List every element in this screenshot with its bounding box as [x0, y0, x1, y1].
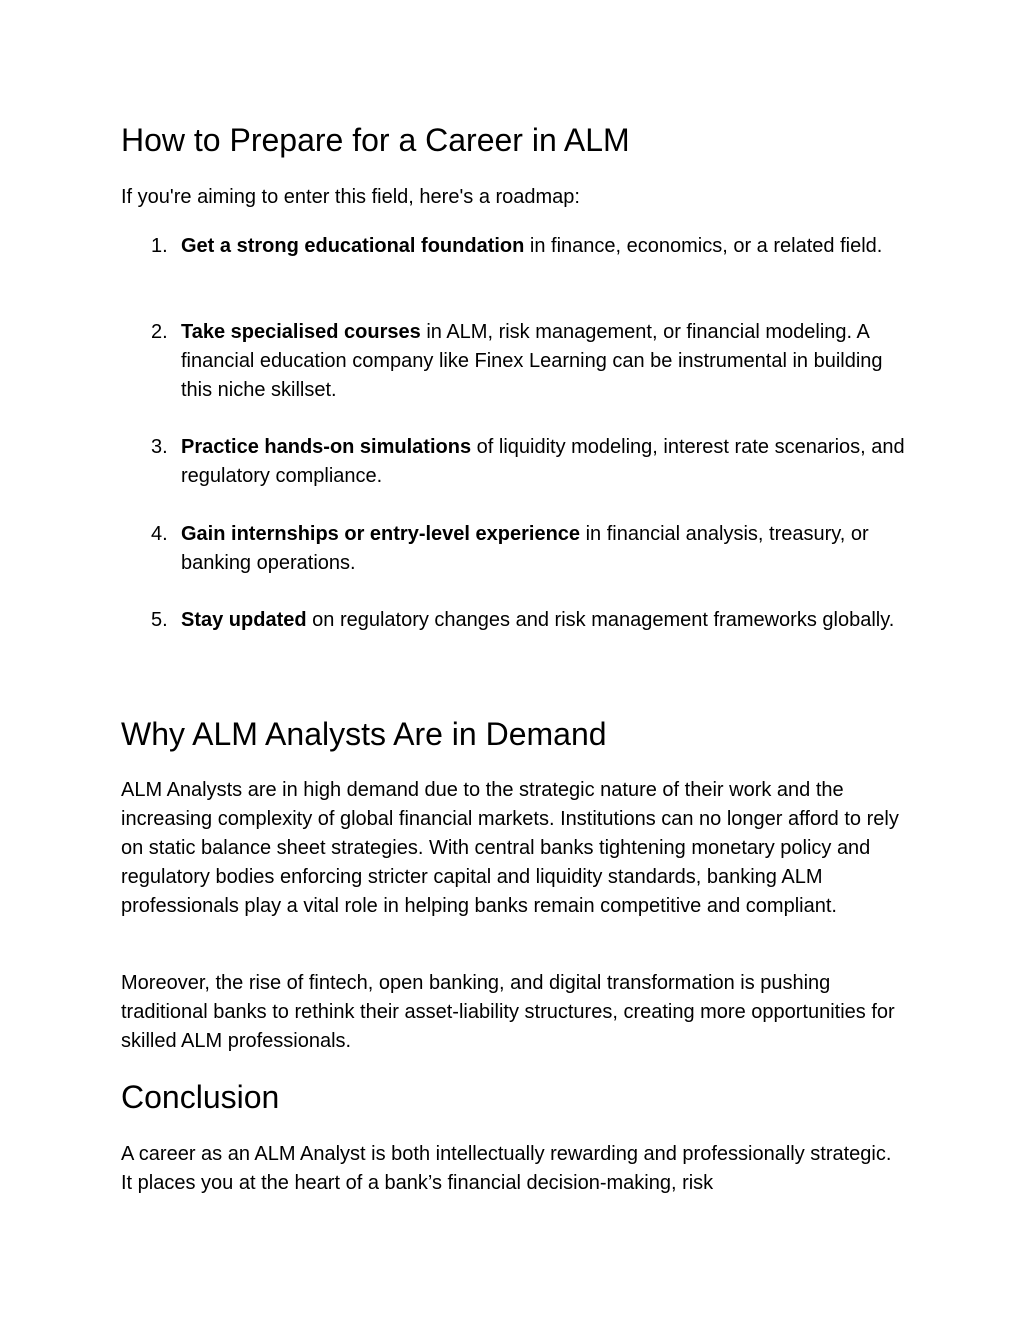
list-item-number: 5.	[151, 609, 168, 631]
list-item-bold-lead: Practice hands-on simulations	[181, 436, 472, 458]
conclusion-paragraph: A career as an ALM Analyst is both intellectually rewarding and professionally strategic. It places you at the heart of a bank’s financial decision-making, risk	[121, 1143, 892, 1194]
list-item-text	[181, 318, 911, 405]
intro-paragraph: If you're aiming to enter this field, here's a roadmap:	[121, 186, 580, 208]
list-item-text	[181, 433, 911, 491]
section-heading-demand: Why ALM Analysts Are in Demand	[121, 716, 607, 752]
list-item-number: 4.	[151, 523, 168, 545]
section-heading-prepare: How to Prepare for a Career in ALM	[121, 122, 630, 158]
list-item-text	[181, 232, 911, 261]
list-item-bold-lead: Gain internships or entry-level experience	[181, 523, 581, 545]
list-item-body: on regulatory changes and risk management frameworks globally.	[306, 609, 895, 631]
list-item-number: 1.	[151, 235, 168, 257]
list-item-number: 3.	[151, 436, 168, 458]
list-item-body: in financial analysis, treasury, or banking operations.	[181, 523, 869, 574]
list-item-text	[181, 520, 911, 578]
list-item-bold-lead: Get a strong educational foundation	[181, 235, 525, 257]
list-item-bold-lead: Take specialised courses	[181, 321, 421, 343]
list-item-body: in finance, economics, or a related field.	[524, 235, 883, 257]
demand-paragraph-2: Moreover, the rise of fintech, open banking, and digital transformation is pushing traditional banks to rethink their asset-liability structures, creating more opportunities for skilled ALM professionals.	[121, 972, 895, 1052]
list-item-bold-lead: Stay updated	[181, 609, 307, 631]
list-item-body: in ALM, risk management, or financial modeling. A financial education company like Finex Learning can be instrumental in building this niche skillset.	[181, 321, 883, 401]
list-item-body: of liquidity modeling, interest rate scenarios, and regulatory compliance.	[181, 436, 905, 487]
list-item-number: 2.	[151, 321, 168, 343]
demand-paragraph-1: ALM Analysts are in high demand due to the strategic nature of their work and the increasing complexity of global financial markets. Institutions can no longer afford to rely on static balance sheet strategies. With central banks tightening monetary policy and regulatory bodies enforcing stricter capital and liquidity standards, banking ALM professionals play a vital role in helping banks remain competitive and compliant.	[121, 779, 899, 917]
section-heading-conclusion: Conclusion	[121, 1079, 280, 1115]
list-item-text	[181, 606, 911, 635]
